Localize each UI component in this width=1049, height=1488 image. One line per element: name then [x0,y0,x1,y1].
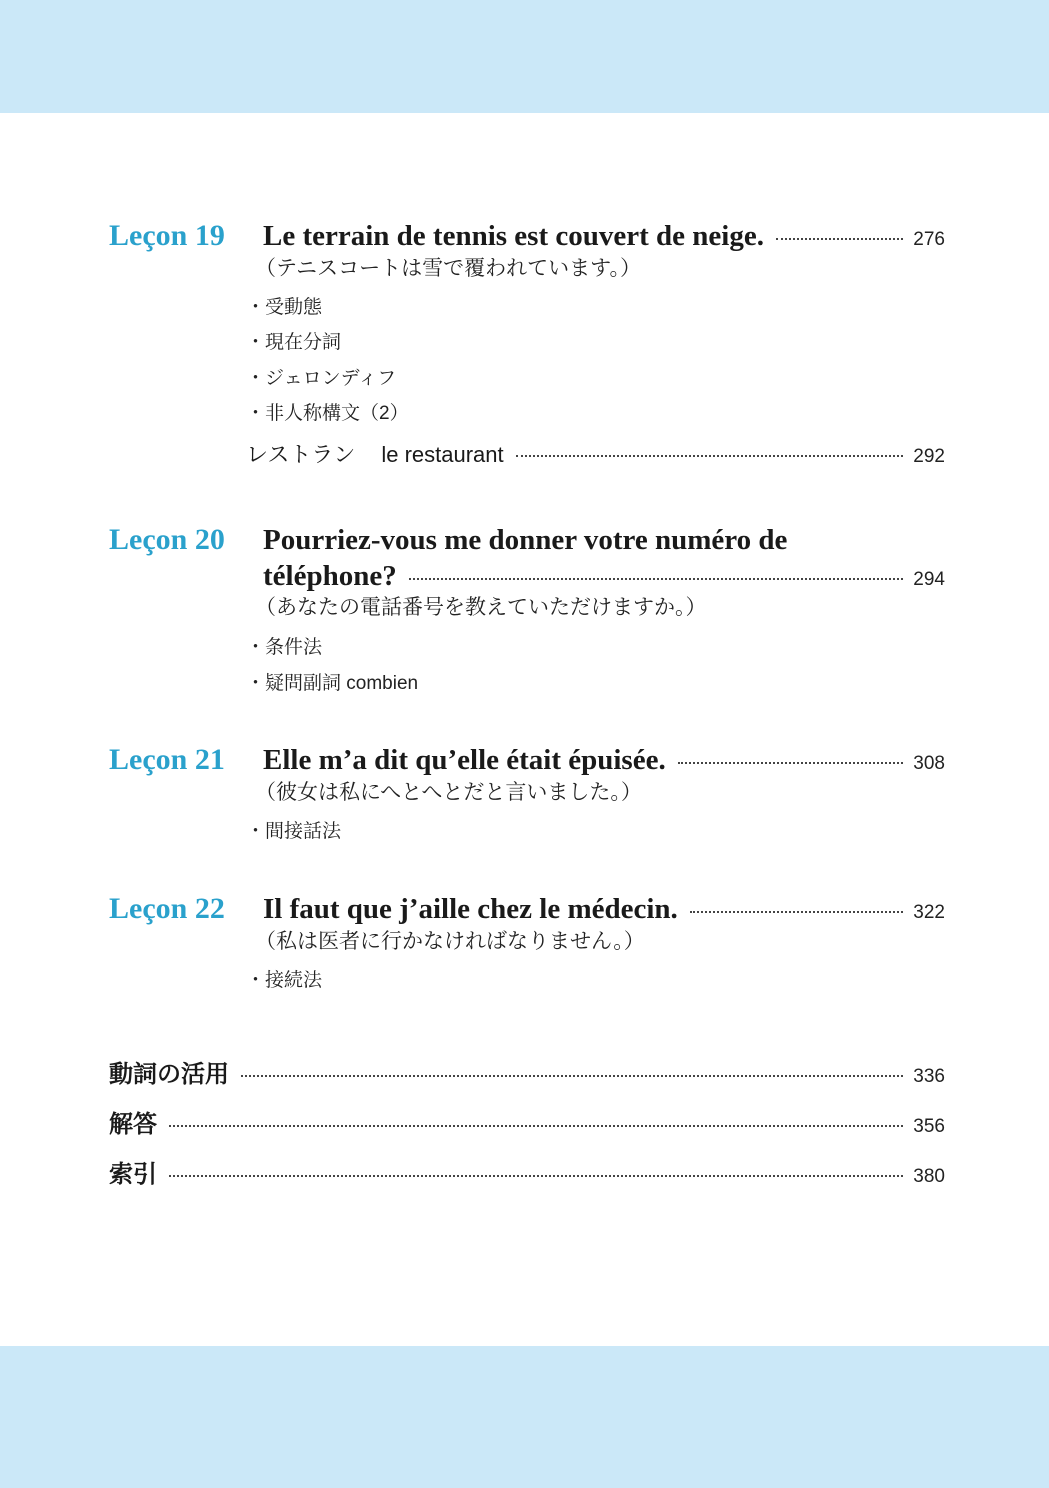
dot-leader [776,238,903,240]
lesson-19-title-row[interactable] [263,219,945,253]
back-matter-index-row[interactable] [109,1154,945,1188]
lesson-22-title: Il faut que j’aille chez le médecin. [263,893,678,925]
back-matter-conjugation-row[interactable] [109,1054,945,1088]
dot-leader [169,1175,903,1177]
back-matter-label: 動詞の活用 [109,1061,229,1088]
lesson-20-point: ・疑問副詞 combien [246,673,419,694]
lesson-20-label: Leçon 20 [109,523,225,556]
lesson-20-page-number: 294 [913,569,945,590]
lesson-20-point: ・条件法 [246,637,323,658]
lesson-19-point: ・受動態 [246,297,323,318]
back-matter-label: 索引 [109,1161,157,1188]
back-matter-page-number: 336 [913,1066,945,1087]
dot-leader [409,578,904,580]
column-title-jp: レストラン [246,442,356,467]
lesson-22-point: ・接続法 [246,970,323,991]
dot-leader [690,911,904,913]
lesson-19-subtitle: （テニスコートは雪で覆われています。） [255,256,641,280]
lesson-20-title-line-1: Pourriez-vous me donner votre numéro de [263,524,788,556]
dot-leader [678,762,904,764]
dot-leader [169,1125,903,1127]
dot-leader [516,455,904,457]
lesson-22-title-row[interactable] [263,892,945,926]
lesson-19-title: Le terrain de tennis est couvert de neige. [263,220,764,252]
lesson-19-column-row[interactable] [246,438,945,467]
lesson-21-point: ・間接話法 [246,821,342,842]
back-matter-page-number: 356 [913,1116,945,1137]
lesson-20-title-row[interactable] [263,559,945,593]
lesson-19-page-number: 276 [913,229,945,250]
back-matter-page-number: 380 [913,1166,945,1187]
dot-leader [241,1075,903,1077]
lesson-19-point: ・ジェロンディフ [246,368,397,389]
lesson-19-point: ・現在分詞 [246,332,342,353]
lesson-21-title-row[interactable] [263,743,945,777]
back-matter-label: 解答 [109,1111,157,1138]
lesson-22-subtitle: （私は医者に行かなければなりません。） [255,929,645,953]
lesson-21-title: Elle m’a dit qu’elle était épuisée. [263,744,666,776]
column-page-number: 292 [913,446,945,467]
bottom-decorative-band [0,1346,1049,1488]
lesson-22-label: Leçon 22 [109,892,225,925]
lesson-20-title-line-2: téléphone? [263,560,397,592]
top-decorative-band [0,0,1049,113]
column-title-fr: le restaurant [381,442,504,467]
lesson-19-label: Leçon 19 [109,219,225,252]
lesson-19-point: ・非人称構文（2） [246,403,409,424]
lesson-22-page-number: 322 [913,902,945,923]
lesson-21-label: Leçon 21 [109,743,225,776]
back-matter-answers-row[interactable] [109,1104,945,1138]
lesson-20-subtitle: （あなたの電話番号を教えていただけますか。） [255,595,707,619]
lesson-21-page-number: 308 [913,753,945,774]
lesson-21-subtitle: （彼女は私にへとへとだと言いました。） [255,780,642,804]
